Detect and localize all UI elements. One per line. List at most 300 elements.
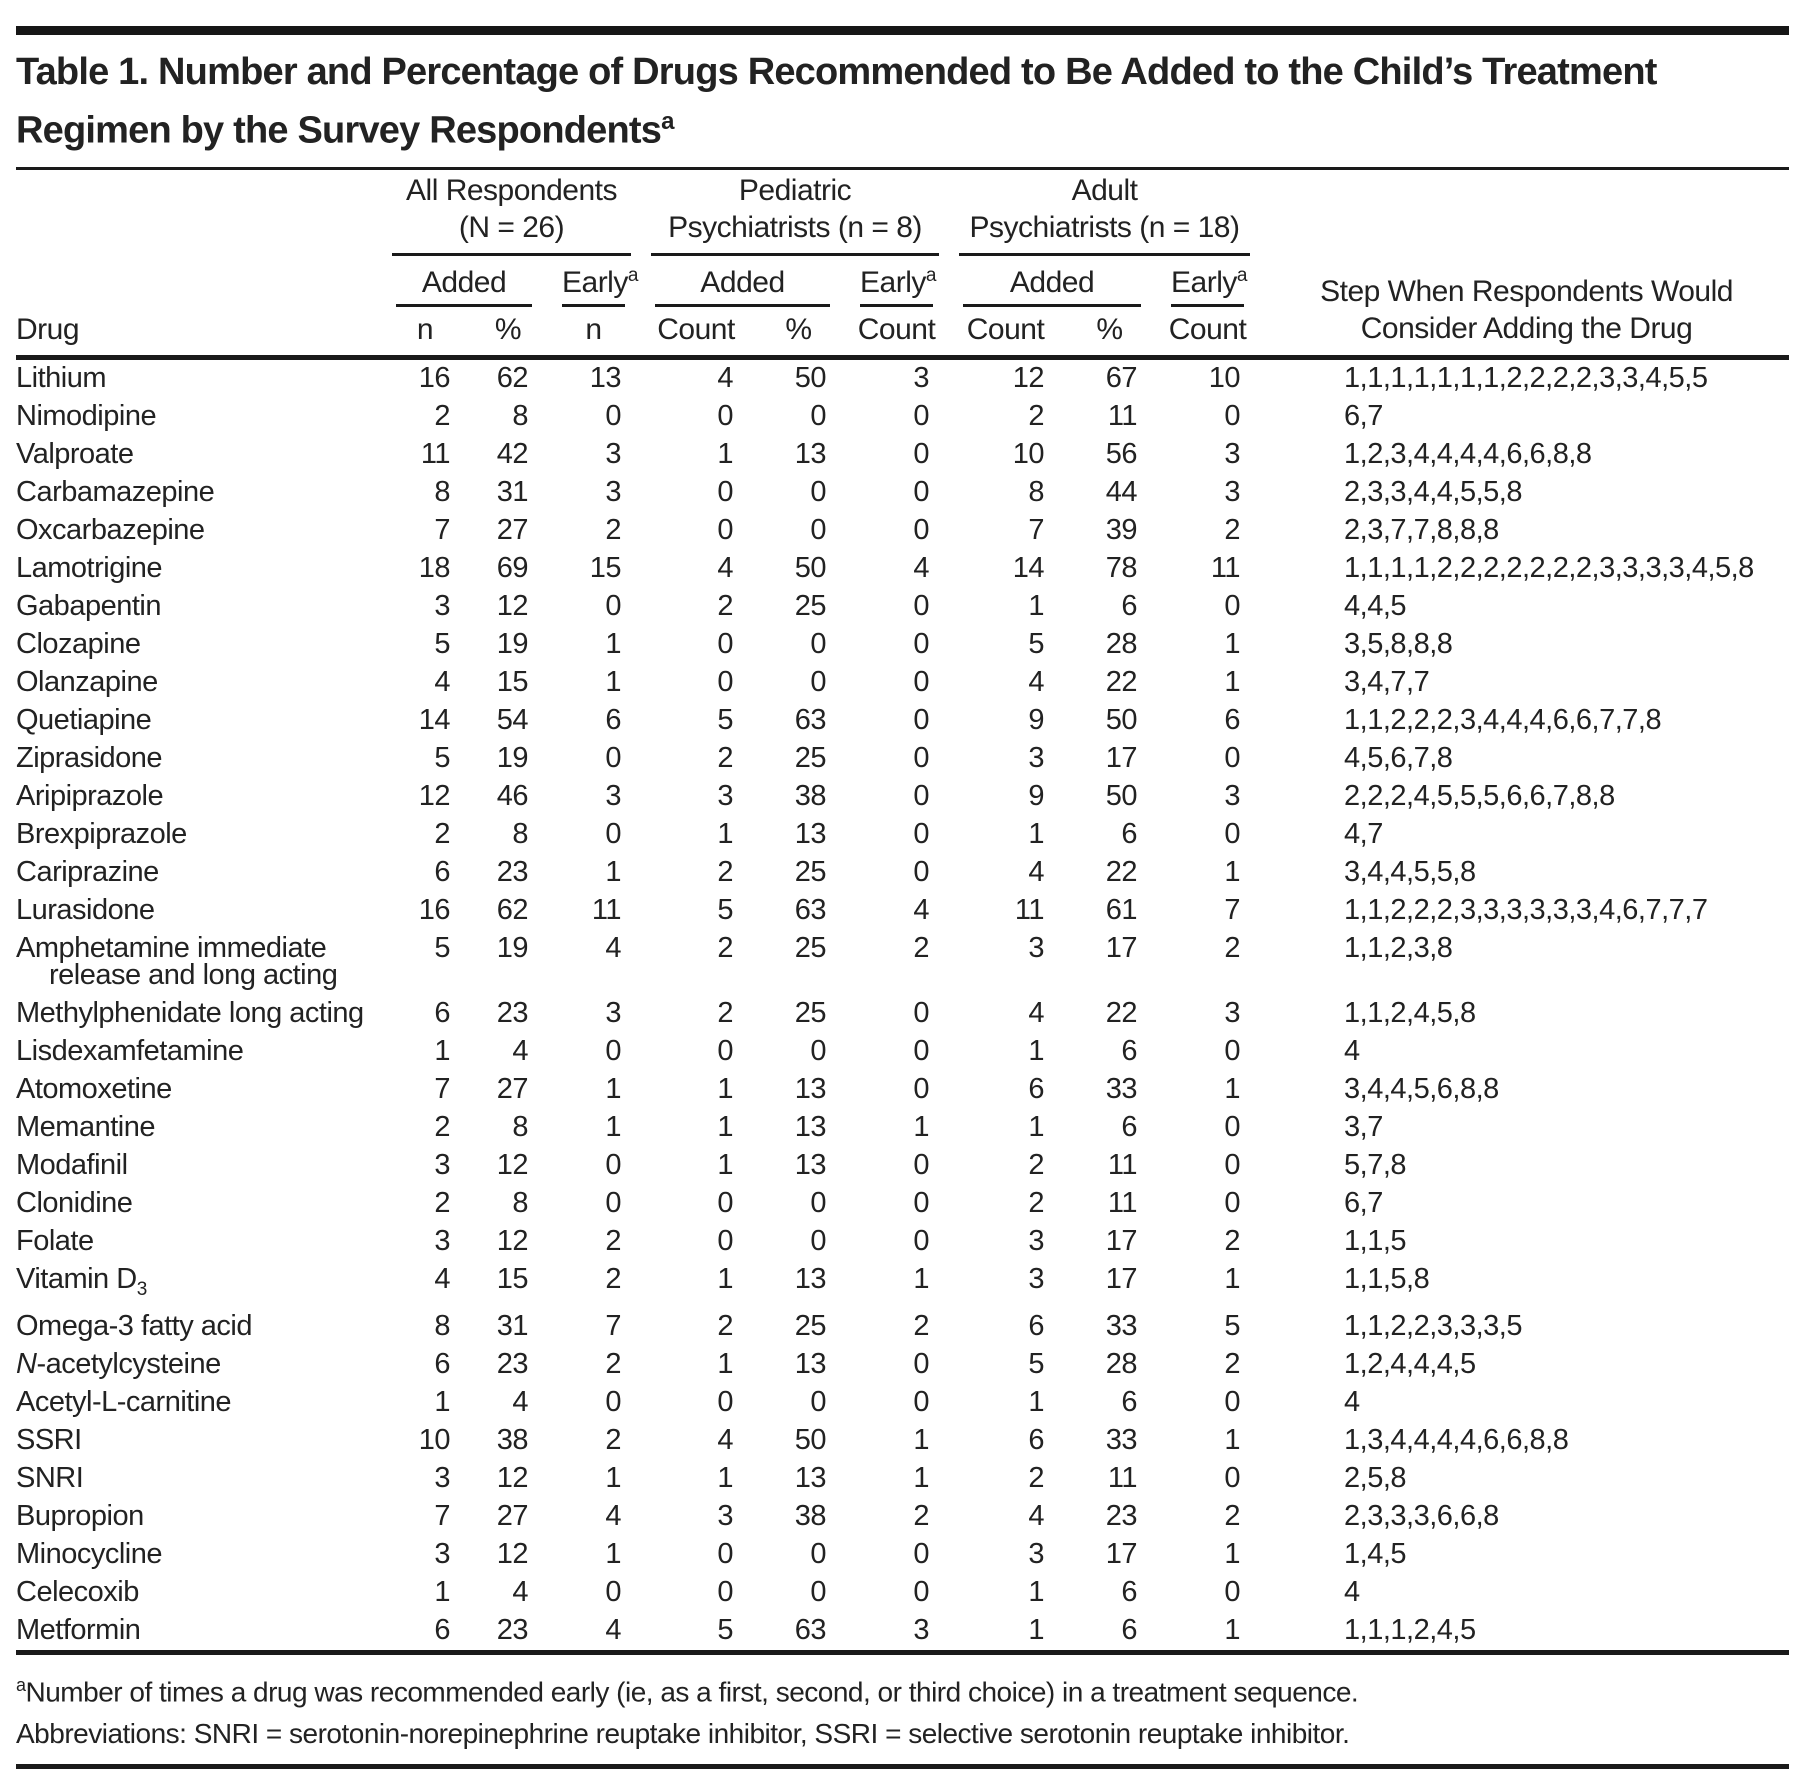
drug-name: Oxcarbazepine	[16, 513, 205, 546]
value-cell: 11	[1107, 1462, 1138, 1495]
value-cell: 38	[794, 779, 827, 812]
drug-name: Lamotrigine	[16, 551, 163, 584]
drug-name: Minocycline	[16, 1538, 162, 1571]
value-cell: 6	[1028, 1072, 1045, 1105]
table-row	[16, 1346, 1789, 1384]
value-cell: 1	[1028, 817, 1045, 850]
group-all-line2: (N = 26)	[458, 210, 565, 244]
value-cell: 2	[605, 513, 622, 546]
value-cell: 0	[810, 1538, 827, 1571]
value-cell: 25	[794, 996, 827, 1029]
table-row	[16, 357, 1789, 398]
value-cell: 2	[913, 1310, 930, 1343]
value-cell: 4	[913, 551, 930, 584]
value-cell: 6	[1121, 1386, 1138, 1419]
col-header-n-all: n	[386, 307, 474, 358]
steps-cell: 6,7	[1344, 399, 1383, 432]
value-cell: 1	[605, 665, 622, 698]
value-cell: 3	[434, 1538, 450, 1571]
value-cell: 0	[1224, 817, 1241, 850]
value-cell: 1	[913, 1462, 930, 1495]
value-cell: 0	[913, 513, 930, 546]
value-cell: 1	[913, 1110, 930, 1143]
group-pediatric-line2: Psychiatrists (n = 8)	[668, 210, 922, 244]
value-cell: 0	[1224, 1576, 1241, 1609]
steps-cell: 2,3,3,4,4,5,5,8	[1344, 475, 1522, 508]
col-header-early-count-pediatric: Count	[850, 307, 953, 358]
value-cell: 1	[717, 1148, 734, 1181]
value-cell: 5	[717, 893, 734, 926]
table-row	[16, 740, 1789, 778]
value-cell: 14	[1012, 551, 1045, 584]
value-cell: 13	[794, 1262, 827, 1295]
value-cell: 23	[1105, 1500, 1138, 1533]
value-cell: 2	[1224, 1500, 1241, 1533]
value-cell: 8	[512, 1186, 528, 1219]
steps-cell: 1,1,5	[1344, 1224, 1407, 1257]
value-cell: 2	[1224, 513, 1241, 546]
value-cell: 3	[1028, 931, 1045, 964]
drug-name: Brexpiprazole	[16, 817, 187, 850]
value-cell: 13	[794, 817, 827, 850]
value-cell: 39	[1105, 513, 1138, 546]
value-cell: 2	[717, 741, 734, 774]
drug-name: Quetiapine	[16, 703, 152, 736]
value-cell: 5	[1224, 1310, 1241, 1343]
drug-name: Bupropion	[16, 1500, 144, 1533]
value-cell: 0	[913, 1538, 930, 1571]
value-cell: 0	[913, 589, 930, 622]
table-row	[16, 892, 1789, 930]
drug-name: N-acetylcysteine	[16, 1348, 221, 1381]
value-cell: 1	[1224, 665, 1241, 698]
value-cell: 27	[496, 1500, 528, 1533]
col-header-early-count-adult: Count	[1161, 307, 1264, 358]
value-cell: 10	[1208, 361, 1241, 394]
value-cell: 3	[1028, 1262, 1045, 1295]
value-cell: 2	[434, 817, 450, 850]
value-cell: 0	[717, 1386, 734, 1419]
steps-cell: 2,5,8	[1344, 1462, 1407, 1495]
value-cell: 0	[913, 665, 930, 698]
value-cell: 4	[717, 551, 734, 584]
value-cell: 28	[1105, 1348, 1138, 1381]
value-cell: 0	[717, 1576, 734, 1609]
table-row	[16, 995, 1789, 1033]
value-cell: 1	[1028, 1034, 1045, 1067]
steps-cell: 5,7,8	[1344, 1148, 1407, 1181]
value-cell: 0	[913, 1576, 930, 1609]
value-cell: 0	[605, 1034, 622, 1067]
value-cell: 6	[1121, 1576, 1138, 1609]
value-cell: 33	[1105, 1072, 1138, 1105]
table-row	[16, 512, 1789, 550]
steps-cell: 1,1,2,4,5,8	[1344, 996, 1476, 1029]
value-cell: 10	[1012, 437, 1045, 470]
value-cell: 0	[913, 817, 930, 850]
value-cell: 0	[810, 399, 827, 432]
table-row	[16, 1071, 1789, 1109]
drug-name: Cariprazine	[16, 855, 159, 888]
table-row	[16, 474, 1789, 512]
table-body	[16, 357, 1789, 1650]
value-cell: 6	[1121, 817, 1138, 850]
value-cell: 2	[717, 931, 734, 964]
value-cell: 2	[434, 1186, 450, 1219]
drug-name: Carbamazepine	[16, 475, 215, 508]
steps-cell: 3,4,7,7	[1344, 665, 1430, 698]
value-cell: 13	[794, 1072, 827, 1105]
value-cell: 50	[794, 361, 827, 394]
value-cell: 7	[605, 1310, 622, 1343]
value-cell: 13	[589, 361, 622, 394]
value-cell: 1	[717, 1462, 734, 1495]
table-title	[16, 35, 1789, 167]
value-cell: 2	[913, 1500, 930, 1533]
drug-name: Metformin	[16, 1614, 141, 1647]
steps-cell: 4	[1344, 1034, 1360, 1067]
bottom-rule	[16, 1764, 1789, 1769]
value-cell: 0	[717, 399, 734, 432]
value-cell: 33	[1105, 1424, 1138, 1457]
drug-name: Olanzapine	[16, 665, 158, 698]
early-header-all	[552, 256, 645, 307]
group-pediatric-line1: Pediatric	[738, 173, 852, 207]
value-cell: 0	[913, 1348, 930, 1381]
value-cell: 4	[605, 931, 622, 964]
value-cell: 54	[496, 703, 528, 736]
value-cell: 12	[496, 1462, 528, 1495]
value-cell: 18	[418, 551, 450, 584]
value-cell: 62	[496, 893, 528, 926]
col-header-count-adult: Count	[953, 307, 1068, 358]
value-cell: 0	[913, 627, 930, 660]
value-cell: 3	[605, 996, 622, 1029]
value-cell: 1	[913, 1424, 930, 1457]
drug-name: Nimodipine	[16, 399, 157, 432]
value-cell: 0	[913, 1148, 930, 1181]
drug-name: Valproate	[16, 437, 134, 470]
value-cell: 5	[434, 627, 450, 660]
value-cell: 4	[434, 1262, 450, 1295]
value-cell: 4	[1028, 1500, 1045, 1533]
value-cell: 3	[605, 779, 622, 812]
value-cell: 0	[913, 1034, 930, 1067]
table-row	[16, 1422, 1789, 1460]
drug-table	[16, 170, 1789, 1651]
steps-cell: 2,2,2,4,5,5,5,6,6,7,8,8	[1344, 779, 1615, 812]
early-label: Early	[860, 265, 926, 299]
value-cell: 2	[434, 399, 450, 432]
value-cell: 15	[589, 551, 622, 584]
value-cell: 1	[434, 1576, 450, 1609]
added-label: Added	[421, 265, 507, 299]
value-cell: 0	[810, 627, 827, 660]
value-cell: 19	[496, 931, 528, 964]
value-cell: 0	[913, 855, 930, 888]
added-header-pediatric	[645, 256, 850, 307]
steps-cell: 4,4,5	[1344, 589, 1407, 622]
col-header-pct-pediatric: %	[757, 307, 850, 358]
group-header-row	[16, 170, 1789, 256]
value-cell: 9	[1028, 703, 1045, 736]
value-cell: 1	[434, 1386, 450, 1419]
value-cell: 19	[496, 741, 528, 774]
value-cell: 0	[810, 1576, 827, 1609]
drug-name: Acetyl-L-carnitine	[16, 1386, 232, 1419]
value-cell: 44	[1105, 475, 1138, 508]
value-cell: 6	[605, 703, 622, 736]
value-cell: 4	[512, 1386, 528, 1419]
value-cell: 1	[717, 1348, 734, 1381]
value-cell: 50	[794, 551, 827, 584]
early-label: Early	[1171, 265, 1237, 299]
steps-cell: 3,4,4,5,6,8,8	[1344, 1072, 1499, 1105]
steps-cell: 3,4,4,5,5,8	[1344, 855, 1476, 888]
value-cell: 1	[605, 1072, 622, 1105]
value-cell: 4	[717, 361, 734, 394]
value-cell: 1	[1224, 1538, 1241, 1571]
value-cell: 67	[1105, 361, 1138, 394]
value-cell: 22	[1105, 996, 1138, 1029]
value-cell: 3	[434, 1148, 450, 1181]
value-cell: 8	[1028, 475, 1045, 508]
value-cell: 0	[1224, 1110, 1241, 1143]
value-cell: 3	[434, 1224, 450, 1257]
table-row	[16, 436, 1789, 474]
group-header-all-respondents	[386, 170, 645, 256]
table-title-text: Table 1. Number and Percentage of Drugs Recommended to Be Added to the Child’s Treatment Regimen by the Survey Respondents	[16, 51, 1657, 152]
drug-name: Modafinil	[16, 1148, 128, 1181]
value-cell: 3	[1224, 437, 1241, 470]
value-cell: 7	[1028, 513, 1045, 546]
value-cell: 28	[1105, 627, 1138, 660]
value-cell: 0	[913, 741, 930, 774]
value-cell: 25	[794, 931, 827, 964]
steps-cell: 1,1,5,8	[1344, 1262, 1430, 1295]
value-cell: 0	[605, 1386, 622, 1419]
value-cell: 0	[1224, 1034, 1241, 1067]
value-cell: 23	[496, 1614, 528, 1647]
value-cell: 38	[496, 1424, 528, 1457]
value-cell: 1	[717, 817, 734, 850]
steps-cell: 1,1,2,2,2,3,4,4,4,6,6,7,7,8	[1344, 703, 1662, 736]
steps-cell: 3,7	[1344, 1110, 1383, 1143]
value-cell: 6	[1028, 1424, 1045, 1457]
value-cell: 1	[1224, 1262, 1241, 1295]
value-cell: 0	[605, 1148, 622, 1181]
drug-name: Vitamin $D_3$	[16, 1262, 147, 1300]
value-cell: 7	[1224, 893, 1241, 926]
value-cell: 4	[434, 665, 450, 698]
value-cell: 63	[794, 703, 827, 736]
table-row	[16, 816, 1789, 854]
value-cell: 5	[1028, 1348, 1045, 1381]
added-label: Added	[700, 265, 785, 299]
drug-name-line2: release and long acting	[49, 958, 338, 991]
value-cell: 8	[512, 1110, 528, 1143]
value-cell: 69	[496, 551, 528, 584]
drug-name: Methylphenidate long acting	[16, 996, 364, 1029]
value-cell: 1	[1028, 1386, 1045, 1419]
value-cell: 0	[605, 1576, 622, 1609]
value-cell: 6	[1224, 703, 1241, 736]
value-cell: 1	[605, 1538, 622, 1571]
value-cell: 3	[1224, 779, 1241, 812]
value-cell: 7	[434, 513, 450, 546]
steps-column-header	[1264, 170, 1789, 358]
table-row	[16, 1033, 1789, 1071]
value-cell: 11	[1107, 1186, 1138, 1219]
title-footnote-marker: a	[661, 108, 674, 135]
value-cell: 50	[1105, 703, 1138, 736]
value-cell: 0	[1224, 1148, 1241, 1181]
table-row	[16, 550, 1789, 588]
value-cell: 33	[1105, 1310, 1138, 1343]
value-cell: 1	[1224, 1424, 1241, 1457]
value-cell: 17	[1105, 1538, 1138, 1571]
value-cell: 3	[1028, 1224, 1045, 1257]
value-cell: 12	[1012, 361, 1045, 394]
group-header-adult	[953, 170, 1264, 256]
value-cell: 23	[496, 855, 528, 888]
value-cell: 0	[810, 665, 827, 698]
table-row	[16, 930, 1789, 995]
early-footnote-marker: a	[1236, 264, 1248, 286]
steps-cell: 1,1,2,2,3,3,3,5	[1344, 1310, 1522, 1343]
drug-name: Celecoxib	[16, 1576, 139, 1609]
value-cell: 38	[794, 1500, 827, 1533]
value-cell: 4	[913, 893, 930, 926]
value-cell: 9	[1028, 779, 1045, 812]
value-cell: 62	[496, 361, 528, 394]
value-cell: 5	[434, 741, 450, 774]
value-cell: 2	[605, 1224, 622, 1257]
value-cell: 4	[512, 1034, 528, 1067]
value-cell: 1	[1028, 1614, 1045, 1647]
value-cell: 1	[1224, 627, 1241, 660]
value-cell: 3	[1224, 475, 1241, 508]
steps-cell: 2,3,3,3,6,6,8	[1344, 1500, 1499, 1533]
value-cell: 0	[913, 1224, 930, 1257]
value-cell: 22	[1105, 665, 1138, 698]
value-cell: 23	[496, 1348, 528, 1381]
value-cell: 1	[605, 627, 622, 660]
value-cell: 2	[1224, 931, 1241, 964]
value-cell: 3	[717, 1500, 734, 1533]
value-cell: 1	[1028, 1110, 1045, 1143]
table-row	[16, 664, 1789, 702]
value-cell: 17	[1105, 1262, 1138, 1295]
value-cell: 3	[1028, 741, 1045, 774]
value-cell: 11	[591, 893, 622, 926]
value-cell: 2	[1028, 399, 1045, 432]
value-cell: 0	[810, 513, 827, 546]
drug-name: Aripiprazole	[16, 779, 164, 812]
value-cell: 1	[913, 1262, 930, 1295]
value-cell: 0	[913, 475, 930, 508]
steps-cell: 2,3,7,7,8,8,8	[1344, 513, 1499, 546]
value-cell: 2	[717, 1310, 734, 1343]
value-cell: 6	[434, 996, 450, 1029]
drug-name: Folate	[16, 1224, 94, 1257]
value-cell: 0	[717, 1034, 734, 1067]
value-cell: 0	[810, 1186, 827, 1219]
value-cell: 0	[1224, 741, 1241, 774]
value-cell: 0	[1224, 1186, 1241, 1219]
value-cell: 16	[418, 361, 450, 394]
value-cell: 0	[717, 627, 734, 660]
value-cell: 63	[794, 1614, 827, 1647]
value-cell: 5	[717, 1614, 734, 1647]
value-cell: 12	[496, 1148, 528, 1181]
value-cell: 0	[605, 399, 622, 432]
value-cell: 15	[496, 665, 528, 698]
drug-name: Lurasidone	[16, 893, 155, 926]
value-cell: 27	[496, 513, 528, 546]
value-cell: 25	[794, 741, 827, 774]
value-cell: 0	[810, 1386, 827, 1419]
value-cell: 3	[605, 437, 622, 470]
value-cell: 1	[1224, 1614, 1241, 1647]
steps-cell: 4	[1344, 1386, 1360, 1419]
value-cell: 25	[794, 589, 827, 622]
value-cell: 1	[717, 1110, 734, 1143]
value-cell: 17	[1105, 931, 1138, 964]
value-cell: 1	[1224, 855, 1241, 888]
value-cell: 8	[434, 475, 450, 508]
table-row	[16, 626, 1789, 664]
value-cell: 31	[496, 475, 528, 508]
added-header-all	[386, 256, 552, 307]
table-row	[16, 1574, 1789, 1612]
value-cell: 13	[794, 1348, 827, 1381]
drug-name: Clonidine	[16, 1186, 133, 1219]
steps-cell: 4	[1344, 1576, 1360, 1609]
value-cell: 2	[434, 1110, 450, 1143]
steps-cell: 6,7	[1344, 1186, 1383, 1219]
value-cell: 3	[913, 1614, 930, 1647]
table-row	[16, 1460, 1789, 1498]
steps-cell: 1,1,1,2,4,5	[1344, 1614, 1476, 1647]
value-cell: 61	[1105, 893, 1138, 926]
value-cell: 0	[1224, 1462, 1241, 1495]
value-cell: 56	[1105, 437, 1138, 470]
drug-name: SSRI	[16, 1424, 82, 1457]
value-cell: 1	[1028, 589, 1045, 622]
value-cell: 3	[605, 475, 622, 508]
value-cell: 8	[434, 1310, 450, 1343]
value-cell: 4	[605, 1614, 622, 1647]
drug-name: Lisdexamfetamine	[16, 1034, 244, 1067]
value-cell: 0	[1224, 1386, 1241, 1419]
value-cell: 13	[794, 1148, 827, 1181]
value-cell: 2	[913, 931, 930, 964]
value-cell: 1	[1028, 1576, 1045, 1609]
value-cell: 6	[1121, 1614, 1138, 1647]
value-cell: 50	[794, 1424, 827, 1457]
value-cell: 3	[434, 589, 450, 622]
value-cell: 1	[717, 437, 734, 470]
value-cell: 3	[1224, 996, 1241, 1029]
value-cell: 6	[1121, 1034, 1138, 1067]
value-cell: 0	[913, 703, 930, 736]
value-cell: 12	[496, 1224, 528, 1257]
table-row	[16, 1147, 1789, 1185]
value-cell: 0	[810, 1224, 827, 1257]
table-row	[16, 1185, 1789, 1223]
table-row	[16, 1109, 1789, 1147]
